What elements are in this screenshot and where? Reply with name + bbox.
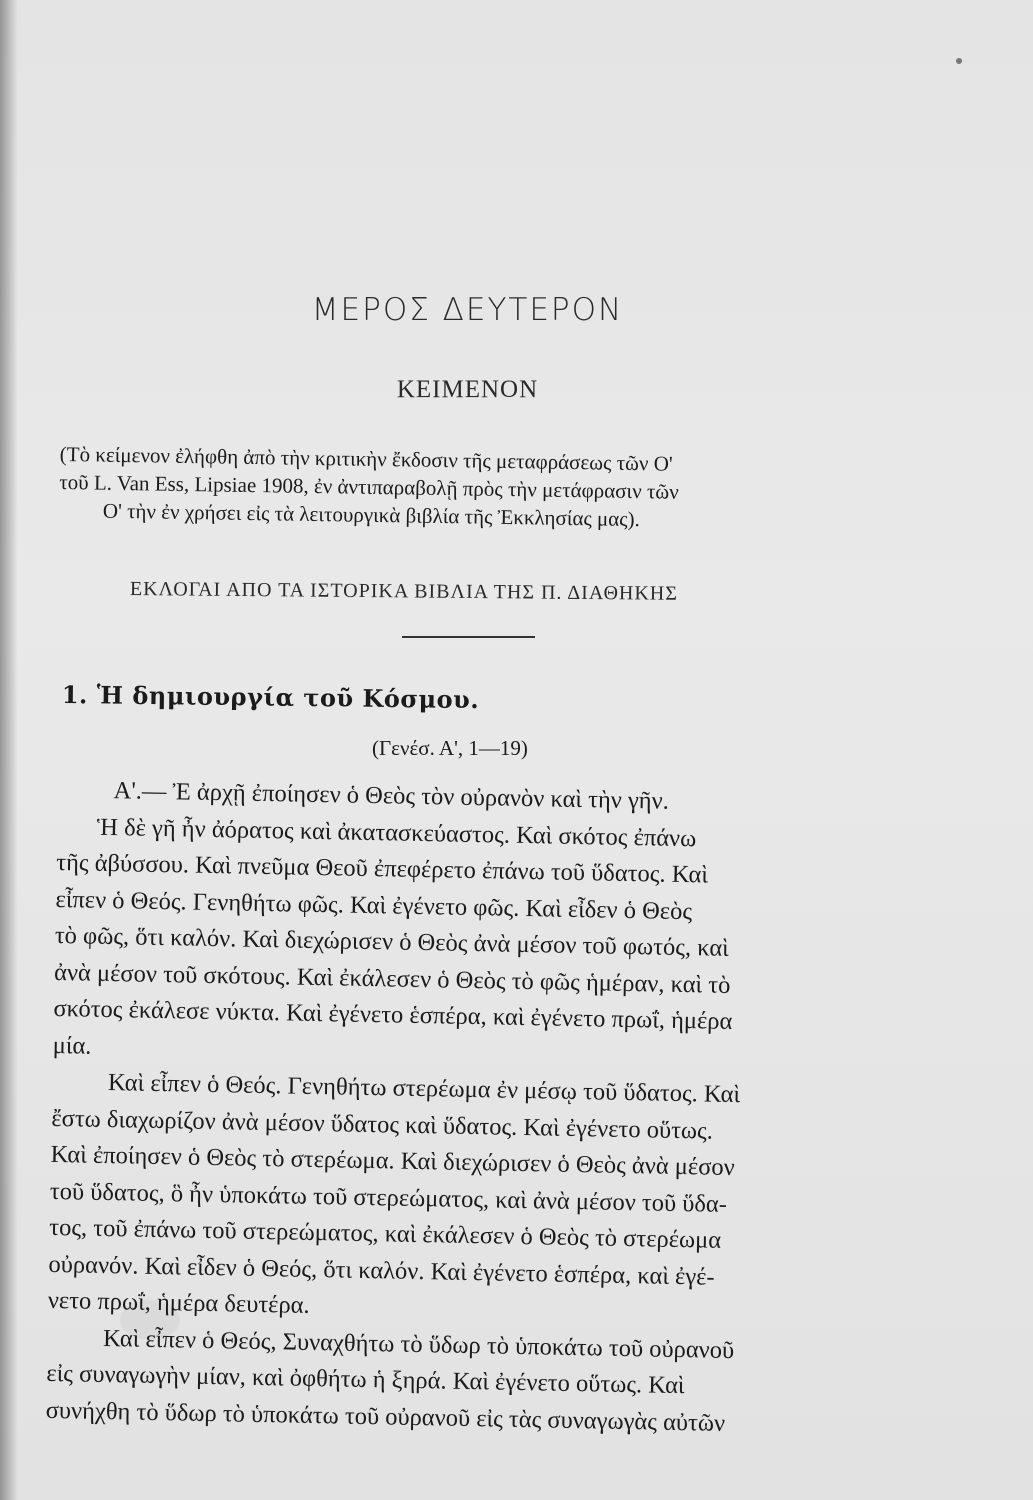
body-line: τοῦ ὕδατος, ὃ ἦν ὑποκάτω τοῦ στερεώματος, καὶ ἀνὰ μέσον τοῦ ὕδα-: [49, 1177, 728, 1218]
body-line: μία.: [52, 1031, 92, 1060]
body-line: συνήχθη τὸ ὕδωρ τὸ ὑποκάτω τοῦ οὐρανοῦ εἰς τὰς συναγωγὰς αὐτῶν: [45, 1396, 726, 1437]
body-line: Καὶ εἶπεν ὁ Θεός. Γενηθήτω στερέωμα ἐν μέσῳ τοῦ ὕδατος. Καὶ: [107, 1069, 741, 1109]
ink-speck: [956, 58, 962, 64]
body-line: ἀνὰ μέσον τοῦ σκότους. Καὶ ἐκάλεσεν ὁ Θεὸς τὸ φῶς ἡμέραν, καὶ τὸ: [53, 958, 731, 999]
note-line: τοῦ L. Van Ess, Lipsiae 1908, ἐν ἀντιπαραβολῇ πρὸς τὴν μετάφρασιν τῶν: [59, 469, 679, 504]
body-line: τῆς ἀβύσσου. Καὶ πνεῦμα Θεοῦ ἐπεφέρετο ἐπάνω τοῦ ὕδατος. Καὶ: [56, 848, 709, 889]
selection-heading: ΕΚΛΟΓΑΙ ΑΠΟ ΤΑ ΙΣΤΟΡΙΚΑ ΒΙΒΛΙΑ ΤΗΣ Π. ΔΙΑΘΗΚΗΣ: [129, 578, 679, 605]
body-line: εἶπεν ὁ Θεός. Γενηθήτω φῶς. Καὶ ἐγένετο φῶς. Καὶ εἶδεν ὁ Θεὸς: [55, 885, 693, 925]
body-line: Καὶ εἶπεν ὁ Θεός, Συναχθήτω τὸ ὕδωρ τὸ ὑποκάτω τοῦ οὐρανοῦ: [102, 1324, 735, 1364]
part-title: ΜΕΡΟΣ ΔΕΥΤΕΡΟΝ: [311, 292, 624, 328]
body-line: ἔστω διαχωρίζον ἀνὰ μέσον ὕδατος καὶ ὕδατος. Καὶ ἐγένετο οὕτως.: [51, 1104, 714, 1145]
body-line: εἰς συναγωγὴν μίαν, καὶ ὀφθήτω ἡ ξηρά. Καὶ ἐγένετο οὕτως. Καὶ: [46, 1359, 685, 1400]
body-line: σκότος ἐκάλεσε νύκτα. Καὶ ἐγένετο ἑσπέρα, καὶ ἐγένετο πρωΐ, ἡμέρα: [53, 994, 733, 1035]
chapter-title: 1. Ἡ δημιουργία τοῦ Κόσμου.: [61, 680, 480, 715]
body-line: οὐρανόν. Καὶ εἶδεν ὁ Θεός, ὅτι καλόν. Καὶ ἐγένετο ἑσπέρα, καὶ ἐγέ-: [48, 1250, 715, 1291]
divider-rule: [402, 636, 535, 638]
scripture-reference: (Γενέσ. Α', 1—19): [372, 736, 528, 760]
section-title: ΚΕΙΜΕΝΟΝ: [396, 376, 539, 403]
note-line: (Τὸ κείμενον ἐλήφθη ἀπὸ τὴν κριτικὴν ἔκδοσιν τῆς μεταφράσεως τῶν Ο': [59, 441, 673, 476]
body-line: Ἡ δὲ γῆ ἦν ἀόρατος καὶ ἀκατασκεύαστος. Καὶ σκότος ἐπάνω: [96, 813, 697, 852]
body-line: νετο πρωΐ, ἡμέρα δευτέρα.: [47, 1286, 310, 1319]
note-line: Ο' τὴν ἐν χρήσει εἰς τὰ λειτουργικὰ βιβλία τῆς Ἐκκλησίας μας).: [102, 498, 641, 532]
body-line: τὸ φῶς, ὅτι καλόν. Καὶ διεχώρισεν ὁ Θεὸς ἀνὰ μέσον τοῦ φωτός, καὶ: [54, 921, 730, 962]
body-text: [45, 772, 877, 1445]
body-line: Α'.— Ἐ ἀρχῇ ἐποίησεν ὁ Θεὸς τὸν οὐρανὸν καὶ τὴν γῆν.: [113, 777, 670, 815]
page-edge-shadow: [0, 0, 18, 1500]
body-line: Καὶ ἐποίησεν ὁ Θεὸς τὸ στερέωμα. Καὶ διεχώρισεν ὁ Θεὸς ἀνὰ μέσον: [50, 1140, 736, 1182]
editorial-note: [59, 440, 880, 537]
body-line: τος, τοῦ ἐπάνω τοῦ στερεώματος, καὶ ἐκάλεσεν ὁ Θεὸς τὸ στερέωμα: [48, 1213, 722, 1254]
